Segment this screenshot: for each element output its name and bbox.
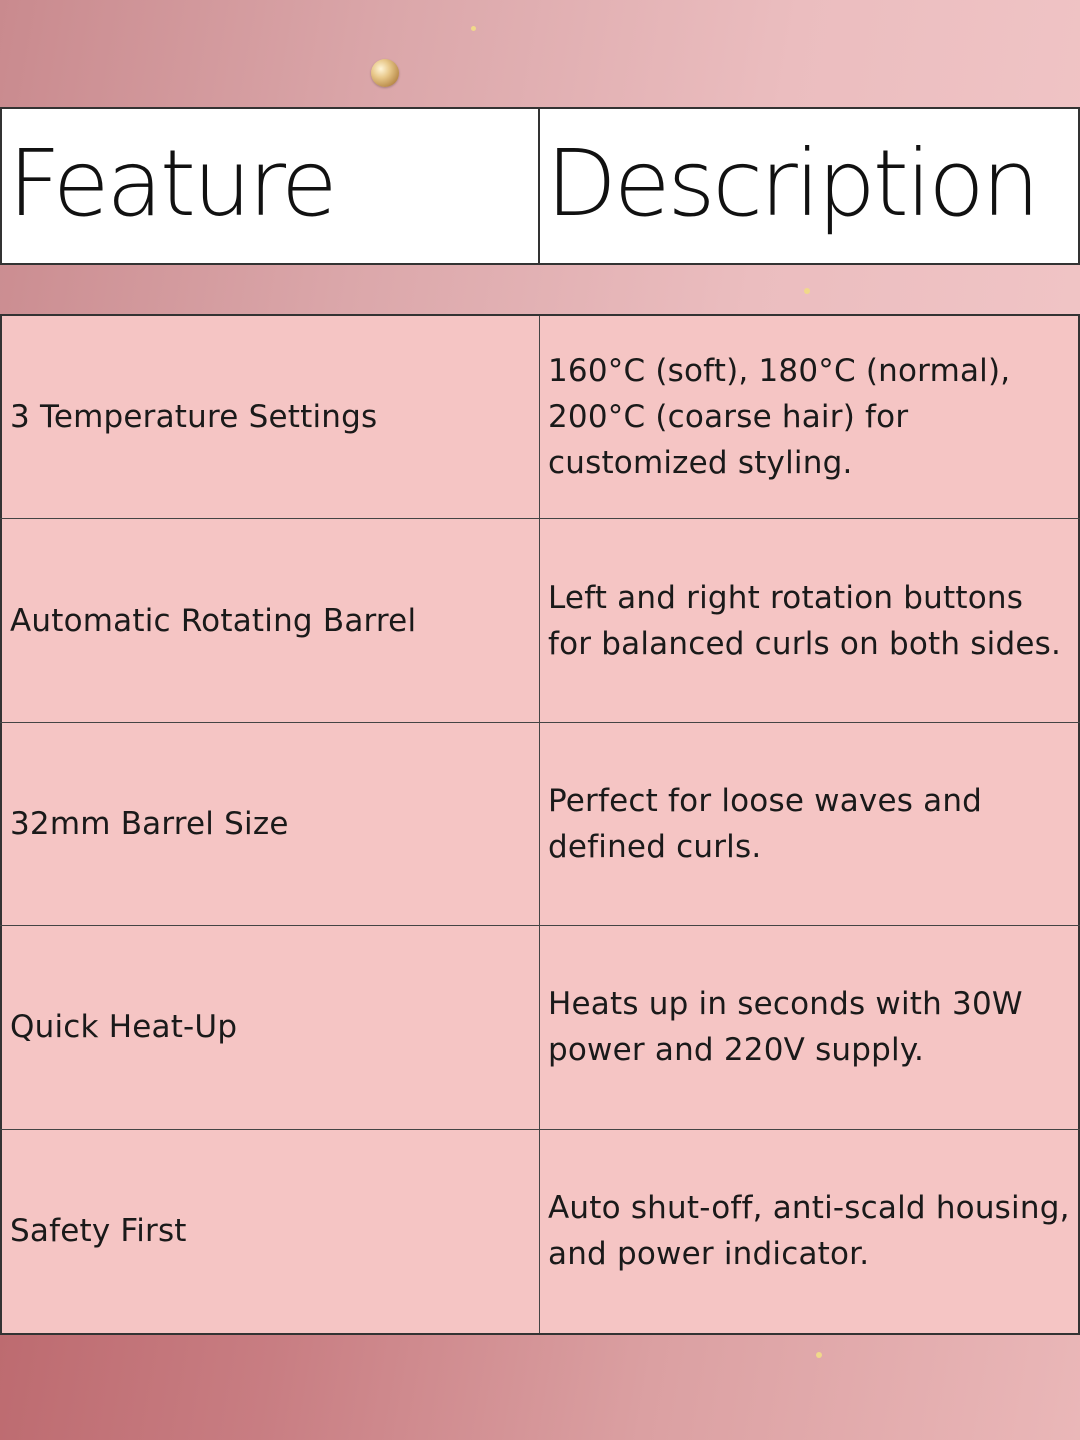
description-cell: Heats up in seconds with 30W power and 220V supply.	[540, 926, 1080, 1128]
feature-cell: 32mm Barrel Size	[0, 723, 540, 925]
gold-bead-icon	[371, 59, 399, 87]
feature-cell: Quick Heat-Up	[0, 926, 540, 1128]
table-row	[0, 723, 1080, 926]
feature-cell: Automatic Rotating Barrel	[0, 519, 540, 721]
table-row	[0, 926, 1080, 1129]
feature-cell: Safety First	[0, 1130, 540, 1333]
header-feature: Feature	[0, 109, 540, 263]
table-row	[0, 316, 1080, 519]
description-cell: Auto shut-off, anti-scald housing, and power indicator.	[540, 1130, 1080, 1333]
feature-cell: 3 Temperature Settings	[0, 316, 540, 518]
sparkle-icon	[816, 1352, 822, 1358]
description-cell: Left and right rotation buttons for balanced curls on both sides.	[540, 519, 1080, 721]
description-cell: 160°C (soft), 180°C (normal), 200°C (coarse hair) for customized styling.	[540, 316, 1080, 518]
sparkle-icon	[804, 288, 810, 294]
table-header	[0, 107, 1080, 265]
header-description: Description	[540, 109, 1080, 263]
description-cell: Perfect for loose waves and defined curls.	[540, 723, 1080, 925]
feature-table	[0, 314, 1080, 1335]
table-row	[0, 1130, 1080, 1333]
background-bottom-band	[0, 1332, 1080, 1440]
table-row	[0, 519, 1080, 722]
sparkle-icon	[471, 26, 476, 31]
